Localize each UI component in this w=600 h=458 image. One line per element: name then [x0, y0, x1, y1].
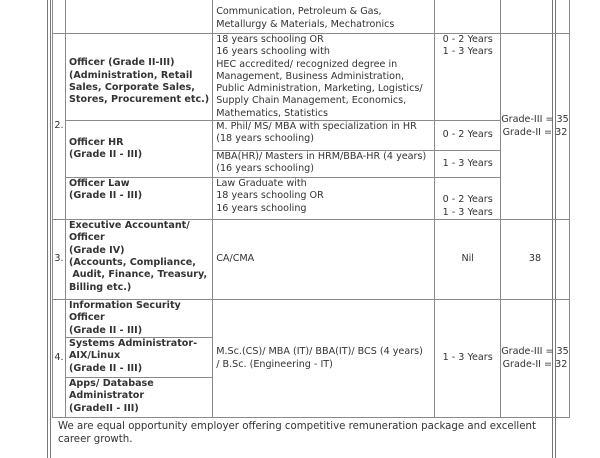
qualification-cell [213, 34, 435, 121]
text: (GradeII - III) [69, 402, 139, 414]
row-number: 3. [53, 220, 66, 300]
experience-cell [435, 178, 501, 220]
text: 1 - 3 Years [442, 206, 493, 218]
text: Mathematics, Statistics [216, 107, 328, 119]
text: Apps/ Database [69, 378, 154, 390]
qualification-cell: CA/CMA [213, 220, 435, 300]
text: 18 years schooling OR [216, 34, 324, 45]
text: Grade-II = 32 [502, 126, 568, 138]
table-row [53, 178, 570, 220]
job-title [66, 178, 213, 220]
text: Officer [69, 232, 105, 244]
footer-text: We are equal opportunity employer offering competitive remuneration package and excellent career growth. [58, 421, 536, 445]
text: M.Sc.(CS)/ MBA (IT)/ BBA(IT)/ BCS (4 years) [216, 346, 423, 358]
age-cell: 38 [501, 220, 570, 300]
text: Officer Law [69, 178, 130, 190]
text: Officer [69, 312, 105, 324]
text: 16 years schooling with [216, 46, 330, 58]
table-row [53, 0, 570, 34]
age-cell [501, 34, 570, 220]
text: (Administration, Retail [69, 69, 193, 81]
job-title [66, 121, 213, 178]
job-title [66, 338, 213, 378]
job-title [66, 220, 213, 300]
experience-cell: 0 - 2 Years [435, 121, 501, 151]
text: 0 - 2 Years [442, 34, 493, 45]
experience-cell: 1 - 3 Years [435, 151, 501, 178]
text: (Grade II - III) [69, 149, 143, 161]
text: (Grade II - III) [69, 362, 143, 374]
text: 16 years schooling [216, 202, 307, 214]
job-title [66, 378, 213, 418]
text: (Grade II - III) [69, 324, 143, 336]
text: / B.Sc. (Engineering - IT) [216, 358, 333, 370]
text: Grade-II = 32 [502, 358, 568, 370]
text: Audit, Finance, Treasury, [69, 269, 208, 281]
text: 1 - 3 Years [442, 46, 493, 58]
job-title [66, 300, 213, 338]
text: Metallurgy & Materials, Mechatronics [216, 18, 395, 30]
text: (Grade IV) [69, 244, 125, 256]
text: 0 - 2 Years [442, 194, 493, 206]
text: (Grade II - III) [69, 190, 143, 202]
text: (16 years schooling) [216, 163, 314, 175]
table-row [53, 220, 570, 300]
text: Grade-III = 35 [501, 346, 569, 358]
text: Communication, Petroleum & Gas, [216, 6, 382, 18]
qualification-cell [213, 0, 435, 34]
text: MBA(HR)/ Masters in HRM/BBA-HR (4 years) [216, 151, 427, 163]
qualification-cell [213, 300, 435, 418]
text: Stores, Procurement etc.) [69, 94, 210, 106]
text: Officer HR [69, 136, 124, 148]
age-cell [501, 300, 570, 418]
row-number: 2. [53, 34, 66, 220]
table-row [53, 300, 570, 338]
qualification-cell [213, 151, 435, 178]
text: Supply Chain Management, Economics, [216, 95, 407, 107]
text: Information Security [69, 300, 181, 312]
row-number: 4. [53, 300, 66, 418]
text: Systems Administrator- [69, 338, 198, 350]
experience-cell: Nil [435, 220, 501, 300]
text: 18 years schooling OR [216, 190, 324, 202]
experience-cell: 1 - 3 Years [435, 300, 501, 418]
text: Billing etc.) [69, 281, 132, 293]
text: AIX/Linux [69, 350, 121, 362]
text: Management, Business Administration, [216, 70, 405, 82]
text: (18 years schooling) [216, 133, 314, 145]
text: M. Phil/ MS/ MBA with specialization in HR [216, 121, 417, 133]
qualification-cell [213, 121, 435, 151]
table-row [53, 34, 570, 121]
text: (Accounts, Compliance, [69, 256, 196, 268]
qualification-cell [213, 178, 435, 220]
text: HEC accredited/ recognized degree in [216, 58, 398, 70]
text: Grade-III = 35 [501, 114, 569, 126]
text: Officer (Grade II-III) [69, 57, 175, 69]
text: Law Graduate with [216, 178, 307, 190]
text: Sales, Corporate Sales, [69, 82, 195, 94]
table-row [53, 121, 570, 151]
job-title [66, 34, 213, 121]
experience-cell [435, 34, 501, 121]
jobs-table [52, 0, 570, 418]
text: Administrator [69, 390, 145, 402]
text: Executive Accountant/ [69, 220, 190, 232]
text: Public Administration, Marketing, Logistics/ [216, 83, 423, 95]
